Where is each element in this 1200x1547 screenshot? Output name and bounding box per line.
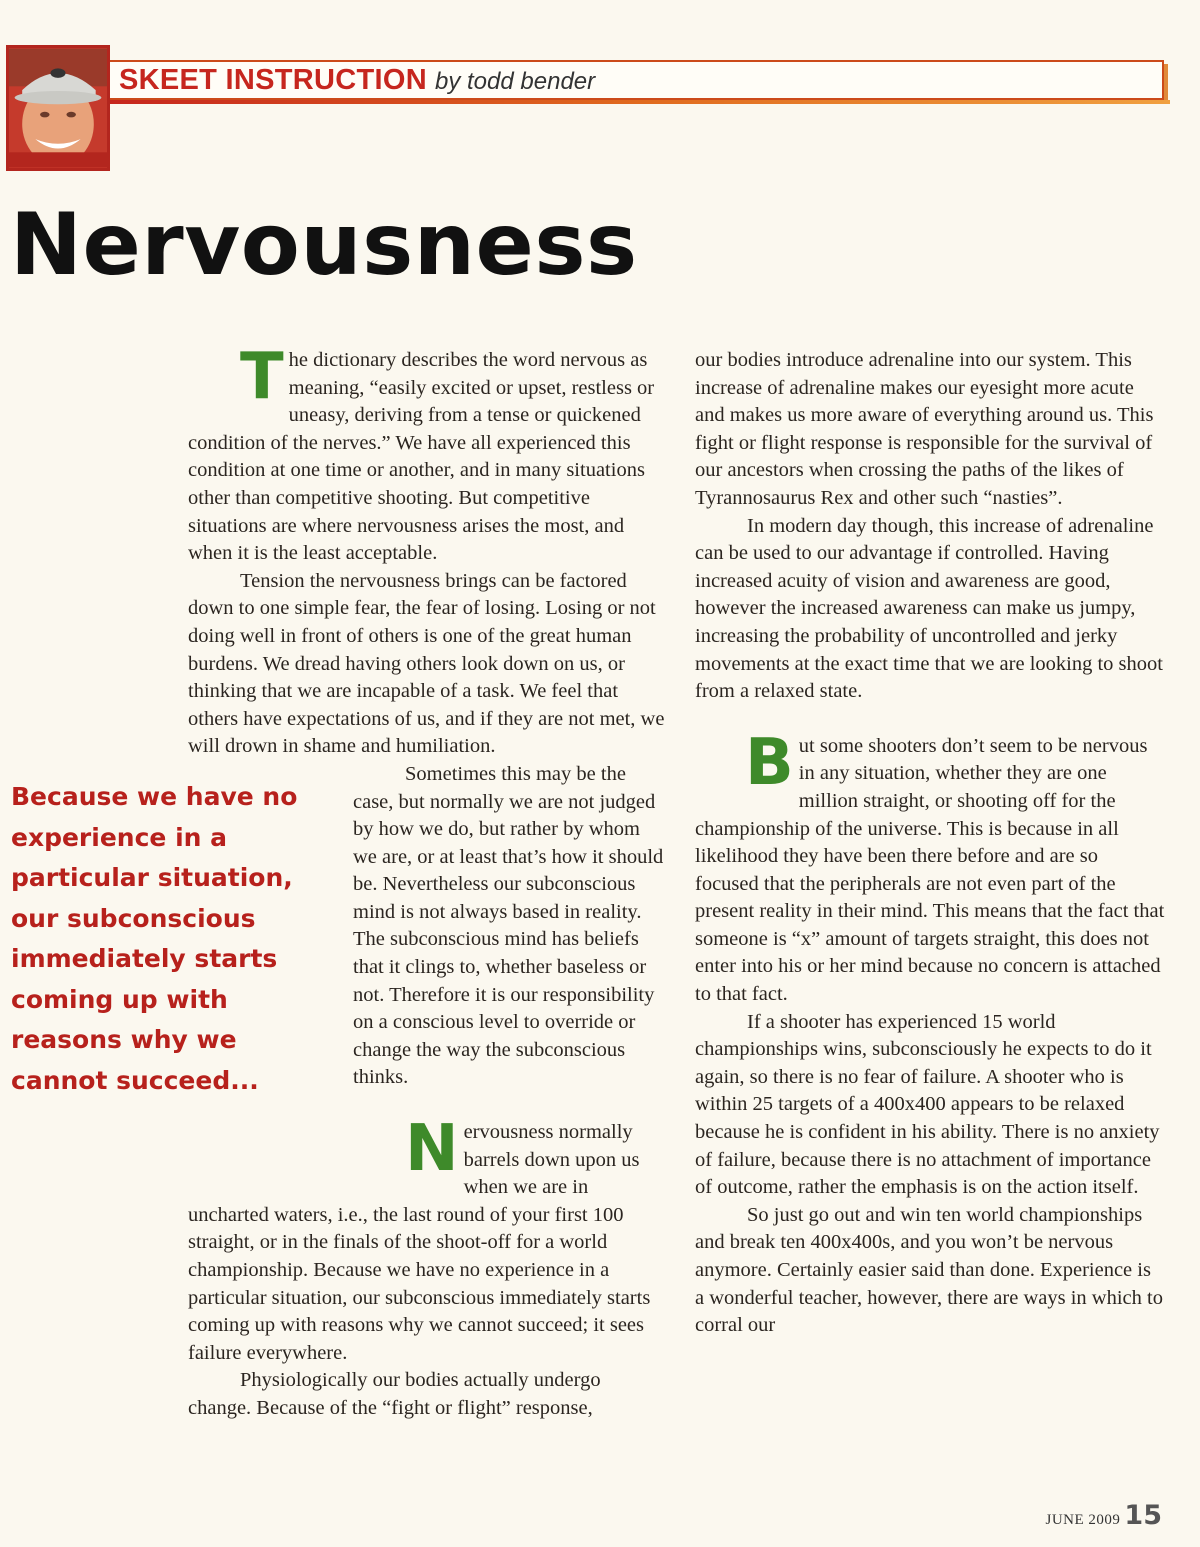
paragraph-9: If a shooter has experienced 15 world championships wins, subconsciously he expects to do it again, so there is no fear of failure. A shooter who is within 25 targets of a 400x400 appears to be relaxed because he is confident in his ability. There is no anxiety of failure, because there is no attachment of importance of outcome, rather the emphasis is on the action itself. [695, 1010, 1160, 1199]
byline: by todd bender [435, 68, 596, 95]
paragraph-8 [695, 725, 1165, 1009]
paragraph-4 [188, 1112, 668, 1367]
paragraph-10: So just go out and win ten world championships and break ten 400x400s, and you won’t be nervous anymore. Certainly easier said than done. Experience is a wonderful teacher, however, there are ways in which to corral our [695, 1203, 1163, 1337]
dropcap-n: N [405, 1112, 459, 1187]
dropcap-t: T [240, 340, 284, 414]
issue-date: JUNE 2009 [1045, 1512, 1121, 1528]
article-title: Nervousness [10, 195, 638, 295]
dropcap-b: B [745, 725, 794, 800]
section-name: SKEET INSTRUCTION [119, 64, 427, 96]
paragraph-6: our bodies introduce adrenaline into our system. This increase of adrenaline makes our eyesight more acute and makes us more aware of everything around us. This fight or flight response is responsible for the survival of our ancestors when crossing the paths of the likes of Tyrannosaurus Rex and other such “nasties”. [695, 349, 1154, 509]
paragraph-8-text: ut some shooters don’t seem to be nervous in any situation, whether they are one million straight, or shooting off for the championship of the universe. This is because in all likelihood they have been there before and are so focused that the peripherals are not even part of the present reality in their mind. This means that the fact that someone is “x” amount of targets straight, this does not enter into his or her mind because no concern is attached to that fact. [695, 734, 1165, 1006]
pull-quote: Because we have no experience in a particular situation, our subconscious immediately starts coming up with reasons why we cannot succeed... [11, 782, 298, 1095]
paragraph-5: Physiologically our bodies actually undergo change. Because of the “fight or flight” response, [188, 1369, 601, 1419]
header-underline [110, 100, 1170, 104]
author-portrait-image [9, 48, 107, 168]
paragraph-3-text: Sometimes this may be the case, but normally we are not judged by how we do, but rather by whom we are, or at least that’s how it should be. Nevertheless our subconscious mind is not always based in reality. The subconscious mind has beliefs that it clings to, whether baseless or not. Therefore it is our responsibility on a conscious level to override or change the way the subconscious thinks. [353, 762, 664, 1089]
paragraph-2: Tension the nervousness brings can be factored down to one simple fear, the fear of losing. Losing or not doing well in front of others is one of the great human burdens. We dread having others look down on us, or thinking that we are incapable of a task. We feel that others have expectations of us, and if they are not met, we will drown in shame and humiliation. [188, 569, 665, 758]
page-folio [1046, 1500, 1163, 1531]
paragraph-1-text: he dictionary describes the word nervous as meaning, “easily excited or upset, restless or uneasy, deriving from a tense or quickened condition of the nerves.” We have all experienced this condition at one time or another, and in many situations other than competitive shooting. But competitive situations are where nervousness arises the most, and when it is the least acceptable. [188, 349, 655, 565]
page-number: 15 [1124, 1500, 1162, 1531]
author-photo [6, 45, 110, 171]
article-column-right [695, 347, 1165, 1340]
section-title [119, 64, 595, 97]
paragraph-4-text: ervousness normally barrels down upon us when we are in uncharted waters, i.e., the last round of your first 100 straight, or in the finals of the shoot-off for a world championship. Because we have no experience in a particular situation, our subconscious immediately starts coming up with reasons why we cannot succeed; it sees failure everywhere. [188, 1121, 651, 1364]
paragraph-7: In modern day though, this increase of adrenaline can be used to our advantage if controlled. Having increased acuity of vision and awareness are good, however the increased awareness can make us jumpy, increasing the probability of uncontrolled and jerky movements at the exact time that we are looking to shoot from a relaxed state. [695, 514, 1163, 703]
section-header-bar [110, 60, 1164, 100]
paragraph-1 [188, 340, 668, 568]
